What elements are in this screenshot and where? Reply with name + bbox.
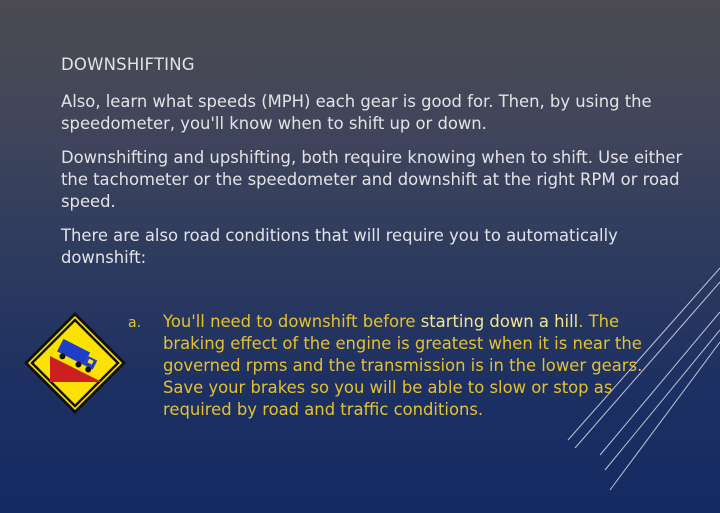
bullet-highlight-text: starting down a hill [420, 312, 579, 331]
paragraph-speeds: Also, learn what speeds (MPH) each gear is good for. Then, by using the speedometer, you'll know when to shift up or down. [61, 92, 652, 133]
slide-heading: DOWNSHIFTING [61, 55, 195, 74]
bullet-lead-text: You'll need to downshift before [163, 312, 421, 331]
paragraph-shift-timing: Downshifting and upshifting, both require knowing when to shift. Use either the tachometer or the speedometer and downshift at the right RPM or road speed. [61, 148, 683, 211]
paragraph-road-conditions: There are also road conditions that will require you to automatically downshift: [61, 226, 618, 267]
bullet-rest-text: . The braking effect of the engine is greatest when it is near the governed rpms and the transmission is in the lower gears. Save your brakes so you will be able to slow or stop as required by road and traffic conditions. [163, 312, 643, 419]
steep-hill-truck-warning-sign-icon [22, 310, 128, 416]
bullet-downshift-hill [163, 311, 683, 421]
bullet-marker: a. [128, 315, 142, 331]
